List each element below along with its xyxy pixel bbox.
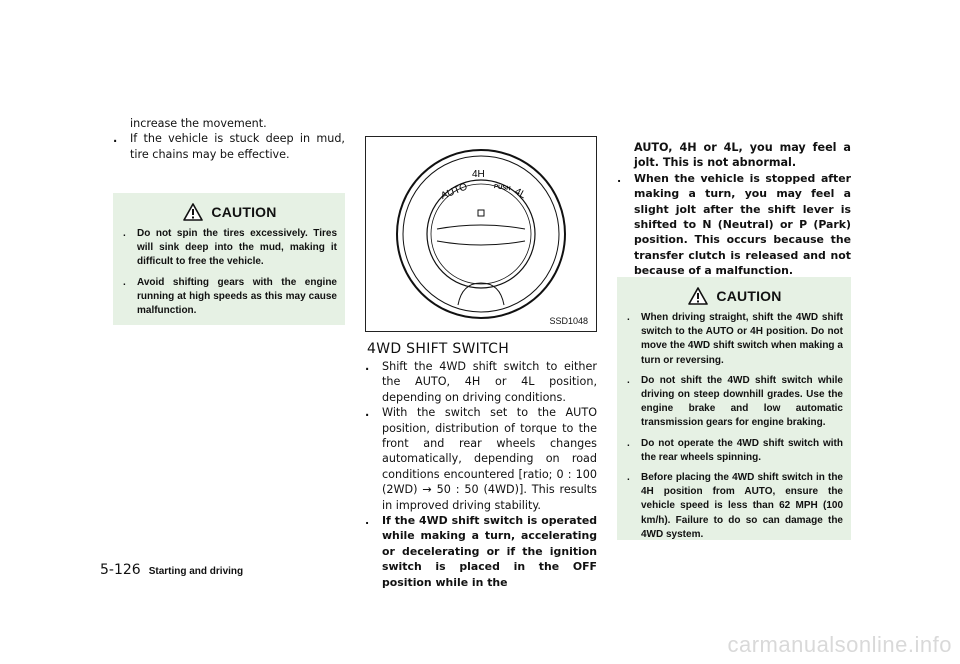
section-title: 4WD SHIFT SWITCH — [367, 341, 510, 357]
chapter-title: Starting and driving — [148, 566, 244, 577]
4wd-switch-illustration — [366, 137, 596, 331]
bullet-dot: . — [113, 132, 118, 146]
column-middle — [365, 359, 597, 590]
caution-item: . When driving straight, shift the 4WD shift switch to the AUTO or 4H position. Do not move the 4WD shift switch when making a turn or reversing. — [627, 312, 843, 366]
caution-item: . Do not spin the tires excessively. Tires will sink deep into the mud, making it difficult to free the vehicle. — [123, 228, 337, 268]
label-4h: 4H — [472, 169, 485, 180]
bullet-item-bold: . When the vehicle is stopped after making a turn, you may feel a slight jolt after the shift lever is shifted to N (Neutral) or P (Park) position. This occurs because the transfer clutch is released and not because of a malfunction. — [617, 171, 851, 278]
bullet-item: . Shift the 4WD shift switch to either the AUTO, 4H or 4L position, depending on driving conditions. — [365, 360, 597, 404]
bullet-item — [113, 131, 345, 162]
page-number: 5-126 — [100, 562, 141, 578]
left-text-block — [113, 116, 345, 162]
bullet-item: . With the switch set to the AUTO position, distribution of torque to the front and rear wheels changes automatically, depending on road conditions encountered [ratio; 0 : 100 (2WD) → 50 : 50 (4WD)]. This results in improved driving stability. — [365, 406, 597, 512]
warning-triangle-icon — [688, 287, 708, 305]
label-4l: 4L — [512, 186, 528, 202]
figure-label: SSD1048 — [549, 316, 588, 326]
caution-item: . Avoid shifting gears with the engine running at high speeds as this may cause malfunction. — [123, 276, 337, 317]
caution-item: . Do not operate the 4WD shift switch with the rear wheels spinning. — [627, 437, 843, 463]
watermark: carmanualsonline.info — [727, 632, 952, 657]
caution-title: CAUTION — [716, 288, 782, 304]
caution-box — [617, 277, 851, 540]
warning-triangle-icon — [183, 203, 203, 221]
column-right — [617, 140, 851, 279]
caution-header — [123, 203, 337, 221]
caution-item: . Do not shift the 4WD shift switch while driving on steep downhill grades. Use the engine brake and low automatic transmission gears for engine braking. — [627, 374, 843, 429]
page-footer — [100, 562, 243, 578]
caution-title: CAUTION — [211, 204, 277, 220]
continued-bold-text: AUTO, 4H or 4L, you may feel a jolt. This is not abnormal. — [634, 141, 851, 170]
label-auto: AUTO — [439, 181, 470, 202]
caution-item: . Before placing the 4WD shift switch in the 4H position from AUTO, ensure the vehicle speed is less than 62 MPH (100 km/h). Failure to do so can damage the 4WD system. — [627, 472, 843, 540]
caution-header — [627, 287, 843, 305]
label-push: PUSH — [493, 184, 511, 193]
bullet-text: If the vehicle is stuck deep in mud, tire chains may be effective. — [130, 132, 345, 161]
bullet-item-bold: . If the 4WD shift switch is operated while making a turn, accelerating or decelerating or if the ignition switch is placed in the OFF position while in the — [365, 514, 597, 589]
switch-figure — [365, 136, 597, 332]
continued-text: increase the movement. — [130, 117, 267, 130]
caution-box — [113, 193, 345, 325]
